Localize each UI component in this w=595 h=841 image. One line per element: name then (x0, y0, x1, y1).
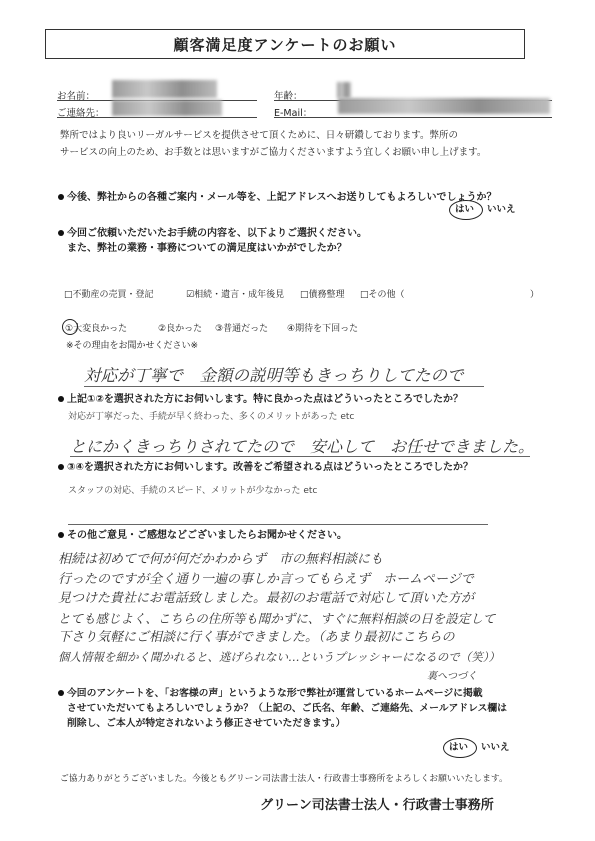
q5-answer-line-3: 見つけた貴社にお電話致しました。最初のお電話で対応して頂いた方が (58, 591, 475, 606)
rating-normal[interactable]: ③普通だった (215, 324, 269, 334)
q2-handwritten-answer: 対応が丁寧で 金額の説明等もきっちりしてたので (84, 366, 464, 385)
q5-answer-line-2: 行ったのですが全く通り一遍の事しか言ってもらえず ホームページで (58, 571, 474, 587)
page-title: 顧客満足度アンケートのお願い (173, 35, 397, 54)
bullet-icon (58, 690, 64, 696)
name-field-redacted[interactable] (112, 80, 217, 98)
q6-text-1: 今回のアンケートを、「お客様の声」というような形で弊社が運営しているホームページに掲載 (67, 688, 483, 699)
q1-question (58, 190, 558, 205)
q5-handwritten-answer (58, 550, 548, 667)
bullet-icon (58, 532, 64, 538)
continue-note: 裏へつづく (427, 671, 477, 682)
contact-underline (57, 117, 257, 118)
q3-text: 上記①②を選択された方にお伺いします。特に良かった点はどういったところでしたか？ (67, 394, 464, 405)
q6-yes-option[interactable]: はい (449, 742, 469, 753)
email-label: E-Mail： (274, 108, 313, 119)
q5-answer-line-4: とても感じよく、こちらの住所等も聞かずに、すぐに無料相談の日を設定して (58, 610, 496, 626)
q6-question (58, 686, 568, 731)
q1-yes-option[interactable]: はい (455, 204, 475, 215)
name-label: お名前： (57, 91, 96, 102)
q1-no-option[interactable]: いいえ (487, 204, 516, 215)
rating-below[interactable]: ④期待を下回った (287, 324, 359, 334)
age-label: 年齢： (274, 91, 303, 102)
q5-text: その他ご意見・ご感想などございましたらお聞かせください。 (67, 530, 347, 541)
rating-good[interactable]: ②良かった (158, 324, 203, 334)
category-real-estate[interactable]: □不動産の売買・登記 (64, 290, 154, 300)
q5-answer-line-1: 相続は初めてで何が何だかわからず 市の無料相談にも (58, 552, 384, 567)
title-box (45, 29, 525, 59)
q3-answer-line (70, 456, 530, 457)
intro-line: 弊所ではより良いリーガルサービスを提供させて頂くために、日々研鑽しております。弊所の (60, 130, 459, 141)
bullet-icon (58, 396, 64, 402)
q4-answer-line (68, 524, 488, 525)
category-other-close: ） (530, 290, 540, 300)
intro-line: サービスの向上のため、お手数とは思いますがご協力くださいますよう宜しくお願い申し上げます。 (60, 147, 487, 158)
age-field-redacted[interactable] (337, 82, 351, 98)
category-debt[interactable]: □債務整理 (300, 290, 345, 300)
q3-hint: 対応が丁寧だった、手続が早く終わった、多くのメリットがあった etc (68, 412, 355, 422)
intro-text (60, 127, 550, 161)
bullet-icon (58, 230, 64, 236)
rating-very-good[interactable]: ①大変良かった (65, 324, 128, 334)
q4-hint: スタッフの対応、手続のスピード、メリットが少なかった etc (68, 486, 318, 496)
q2-question (58, 226, 558, 256)
q2-text-1: 今回ご依頼いただいたお手続の内容を、以下よりご選択ください。 (67, 228, 367, 239)
q5-question (58, 528, 558, 543)
q2-answer-line (84, 386, 484, 387)
q2-text-2: また、弊社の業務・事務についての満足度はいかがでしたか？ (67, 243, 347, 254)
q1-text: 今後、弊社からの各種ご案内・メール等を、上記アドレスへお送りしてもよろしいでしょうか？ (67, 192, 497, 203)
q6-no-option[interactable]: いいえ (481, 742, 510, 753)
category-inheritance[interactable]: ☑相続・遺言・成年後見 (186, 290, 285, 300)
email-underline (274, 117, 552, 118)
contact-field-redacted[interactable] (112, 100, 222, 116)
bullet-icon (58, 194, 64, 200)
bullet-icon (58, 464, 64, 470)
reason-prompt: ※その理由をお聞かせください※ (66, 341, 199, 351)
q6-text-2: させていただいてもよろしいでしょうか？（上記の、ご氏名、年齢、ご連絡先、メールアドレス欄は (67, 703, 507, 714)
category-other[interactable]: □その他（ (360, 290, 405, 300)
company-name: グリーン司法書士法人・行政書士事務所 (260, 798, 494, 813)
q5-answer-line-5: 下さり気軽にご相談に行く事ができました。（あまり最初にこちらの (58, 630, 455, 645)
closing-text: ご協力ありがとうございました。今後ともグリーン司法書士法人・行政書士事務所をよろしくお願いいたします。 (60, 774, 508, 784)
q4-text: ③④を選択された方にお伺いします。改善をご希望される点はどういったところでしたか？ (67, 462, 474, 473)
contact-label: ご連絡先： (57, 108, 105, 119)
q4-question (58, 460, 558, 475)
q6-text-3: 削除し、ご本人が特定されないよう修正させていただきます。） (67, 718, 346, 729)
q3-handwritten-answer: とにかくきっちりされてたので 安心して お任せできました。 (70, 437, 535, 456)
q5-answer-line-6: 個人情報を細かく聞かれると、逃げられない…というプレッシャーになるので（笑）） (58, 649, 500, 664)
q3-question (58, 392, 558, 407)
email-field-redacted[interactable] (338, 98, 550, 114)
